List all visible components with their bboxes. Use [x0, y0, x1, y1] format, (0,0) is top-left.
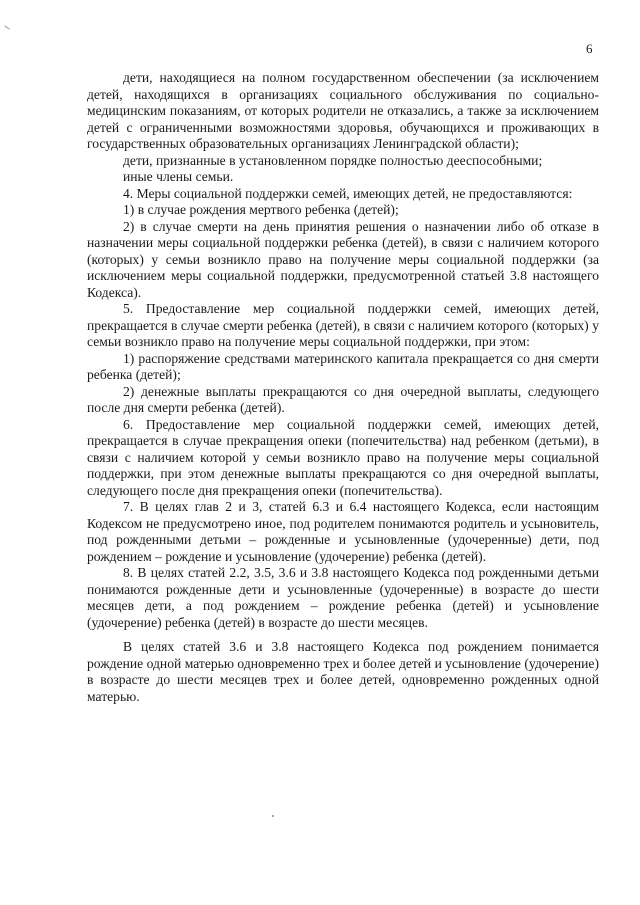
document-body	[87, 70, 599, 705]
paragraph-children-on-state-support: дети, находящиеся на полном государственном обеспечении (за исключением детей, находящихся в организациях социального обслуживания по социально-медицинским показаниям, от которых родители не отказались, а также за исключением детей с ограниченными возможностями здоровья, обучающихся и проживающих в государственных образовательных организациях Ленинградской области);	[87, 70, 599, 151]
paragraph-other-family-members: иные члены семьи.	[123, 169, 234, 184]
page-number: 6	[586, 41, 593, 56]
paragraph-clause-5: 5. Предоставление мер социальной поддержки семей, имеющих детей, прекращается в случае смерти ребенка (детей), в связи с наличием которого (которых) у семьи возникло право на получение меры социальной поддержки, при этом:	[87, 301, 599, 349]
scan-speck	[4, 25, 9, 29]
paragraph-clause-5-item-1: 1) распоряжение средствами материнского капитала прекращается со дня смерти ребенка (детей);	[87, 350, 599, 382]
paragraph-children-legally-capable: дети, признанные в установленном порядке полностью дееспособными;	[123, 152, 543, 168]
paragraph-clause-4-item-1: 1) в случае рождения мертвого ребенка (детей);	[123, 202, 399, 217]
paragraph-clause-8: 8. В целях статей 2.2, 3.5, 3.6 и 3.8 настоящего Кодекса под рожденными детьми понимаются рожденные дети и усыновленные (удочеренные) в возрасте до шести месяцев дети, а под рождением – рождение ребенка (детей) и усыновление (удочерение) ребенка (детей) в возрасте до шести месяцев.	[87, 565, 599, 630]
paragraph-clause-8-continuation: В целях статей 3.6 и 3.8 настоящего Кодекса под рождением понимается рождение одной матерью одновременно трех и более детей и усыновление (удочерение) в возрасте до шести месяцев трех и более детей, одновременно рожденных одной матерью.	[87, 639, 599, 704]
paragraph-clause-7: 7. В целях глав 2 и 3, статей 6.3 и 6.4 настоящего Кодекса, если настоящим Кодексом не предусмотрено иное, под родителем понимаются родитель и усыновитель, под рожденными детьми – рожденные и усыновленные (удочеренные) дети, под рождением – рождение и усыновление (удочерение) ребенка (детей).	[87, 499, 599, 564]
paragraph-clause-5-item-2: 2) денежные выплаты прекращаются со дня очередной выплаты, следующего после дня смерти ребенка (детей).	[87, 383, 599, 415]
paragraph-clause-4: 4. Меры социальной поддержки семей, имеющих детей, не предоставляются:	[123, 185, 573, 201]
paragraph-clause-4-item-2: 2) в случае смерти на день принятия решения о назначении либо об отказе в назначении меры социальной поддержки ребенка (детей), в связи с наличием которого (которых) у семьи возникло право на получение меры социальной поддержки (за исключением меры социальной поддержки, предусмотренной статьей 3.8 настоящего Кодекса).	[87, 218, 599, 300]
paragraph-clause-6: 6. Предоставление мер социальной поддержки семей, имеющих детей, прекращается в случае прекращения опеки (попечительства) над ребенком (детьми), в связи с наличием которой у семьи возникло право на получение меры социальной поддержки, при этом денежные выплаты прекращаются со дня очередной выплаты, следующего после дня прекращения опеки (попечительства).	[87, 416, 599, 498]
scan-dot	[272, 815, 274, 817]
